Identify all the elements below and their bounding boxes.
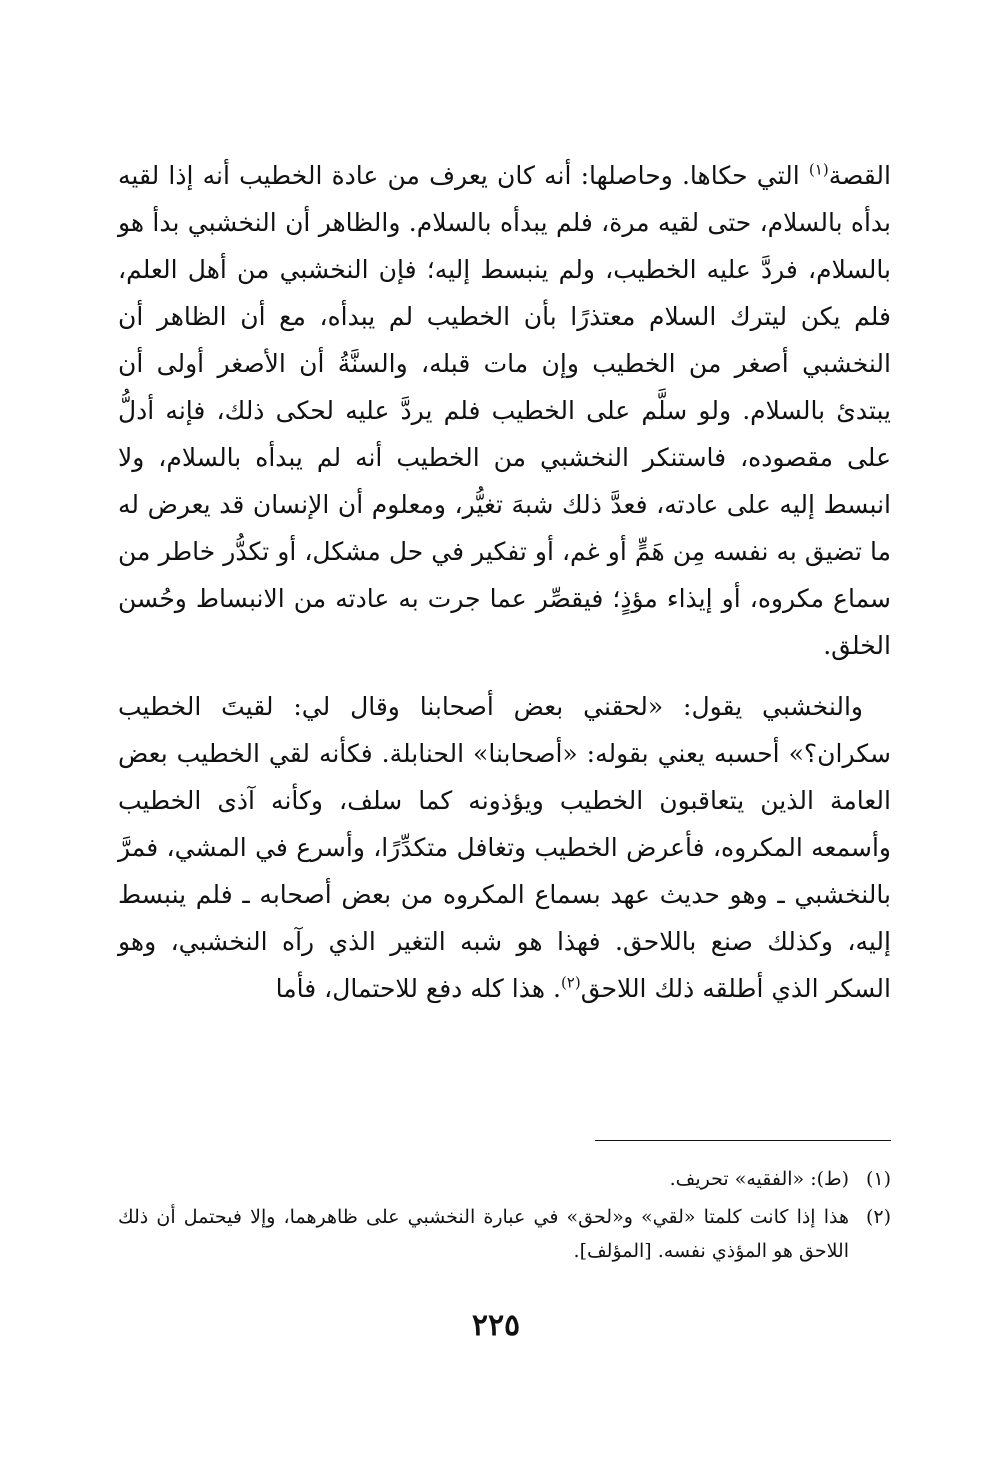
paragraph-2-text: والنخشبي يقول: «لحقني بعض أصحابنا وقال لي: لقيتَ الخطيب سكران؟» أحسبه يعني بقوله: «أصحابنا» الحنابلة. فكأنه لقي الخطيب بعض العامة الذين يتعاقبون الخطيب ويؤذونه كما سلف، وكأنه آذى الخطيب وأسمعه المكروه، فأعرض الخطيب وتغافل متكدِّرًا، وأسرع في المشي، فمرَّ بالنخشبي ـ وهو حديث عهد بسماع المكروه من بعض أصحابه ـ فلم ينبسط إليه، وكذلك صنع باللاحق. فهذا هو شبه التغير الذي رآه النخشبي، وهو السكر الذي أطلقه ذلك اللاحق	[118, 692, 891, 1003]
paragraph-1-opening: القصة	[828, 161, 891, 190]
footnote-2-text: هذا إذا كانت كلمتا «لقي» و«لحق» في عبارة النخشبي على ظاهرهما، وإلا فيحتمل أن ذلك اللاحق هو المؤذي نفسه. [المؤلف].	[118, 1206, 849, 1262]
main-text	[118, 152, 891, 1012]
footnote-1-text: (ط): «الفقيه» تحريف.	[669, 1168, 849, 1190]
footnote-ref-2: (٢)	[560, 973, 581, 992]
footnote-1-number: (١)	[865, 1168, 891, 1190]
footnote-separator	[595, 1140, 891, 1141]
footnote-ref-1: (١)	[808, 160, 829, 179]
footnote-1	[118, 1162, 891, 1196]
paragraph-2	[118, 683, 891, 1012]
paragraph-2-ending: . هذا كله دفع للاحتمال، فأما	[275, 974, 561, 1003]
footnote-2-number: (٢)	[865, 1206, 891, 1228]
page-number: ٢٢٥	[471, 1308, 521, 1343]
footnote-2	[118, 1200, 891, 1268]
footnotes	[118, 1162, 891, 1272]
paragraph-1	[118, 152, 891, 669]
paragraph-1-text: التي حكاها. وحاصلها: أنه كان يعرف من عادة الخطيب أنه إذا لقيه بدأه بالسلام، حتى لقيه مرة، فلم يبدأه بالسلام. والظاهر أن النخشبي بدأ هو بالسلام، فردَّ عليه الخطيب، ولم ينبسط إليه؛ فإن النخشبي من أهل العلم، فلم يكن ليترك السلام معتذرًا بأن الخطيب لم يبدأه، مع أن الظاهر أن النخشبي أصغر من الخطيب وإن مات قبله، والسنَّةُ أن الأصغر أولى أن يبتدئ بالسلام. ولو سلَّم على الخطيب فلم يردَّ عليه لحكى ذلك، فإنه أدلُّ على مقصوده، فاستنكر النخشبي من الخطيب أنه لم يبدأه بالسلام، ولا انبسط إليه على عادته، فعدَّ ذلك شبهَ تغيُّر، ومعلوم أن الإنسان قد يعرض له ما تضيق به نفسه مِن هَمٍّ أو غم، أو تفكير في حل مشكل، أو تكدُّر خاطر من سماع مكروه، أو إيذاء مؤذٍ؛ فيقصِّر عما جرت به عادته من الانبساط وحُسن الخلق.	[118, 161, 891, 660]
